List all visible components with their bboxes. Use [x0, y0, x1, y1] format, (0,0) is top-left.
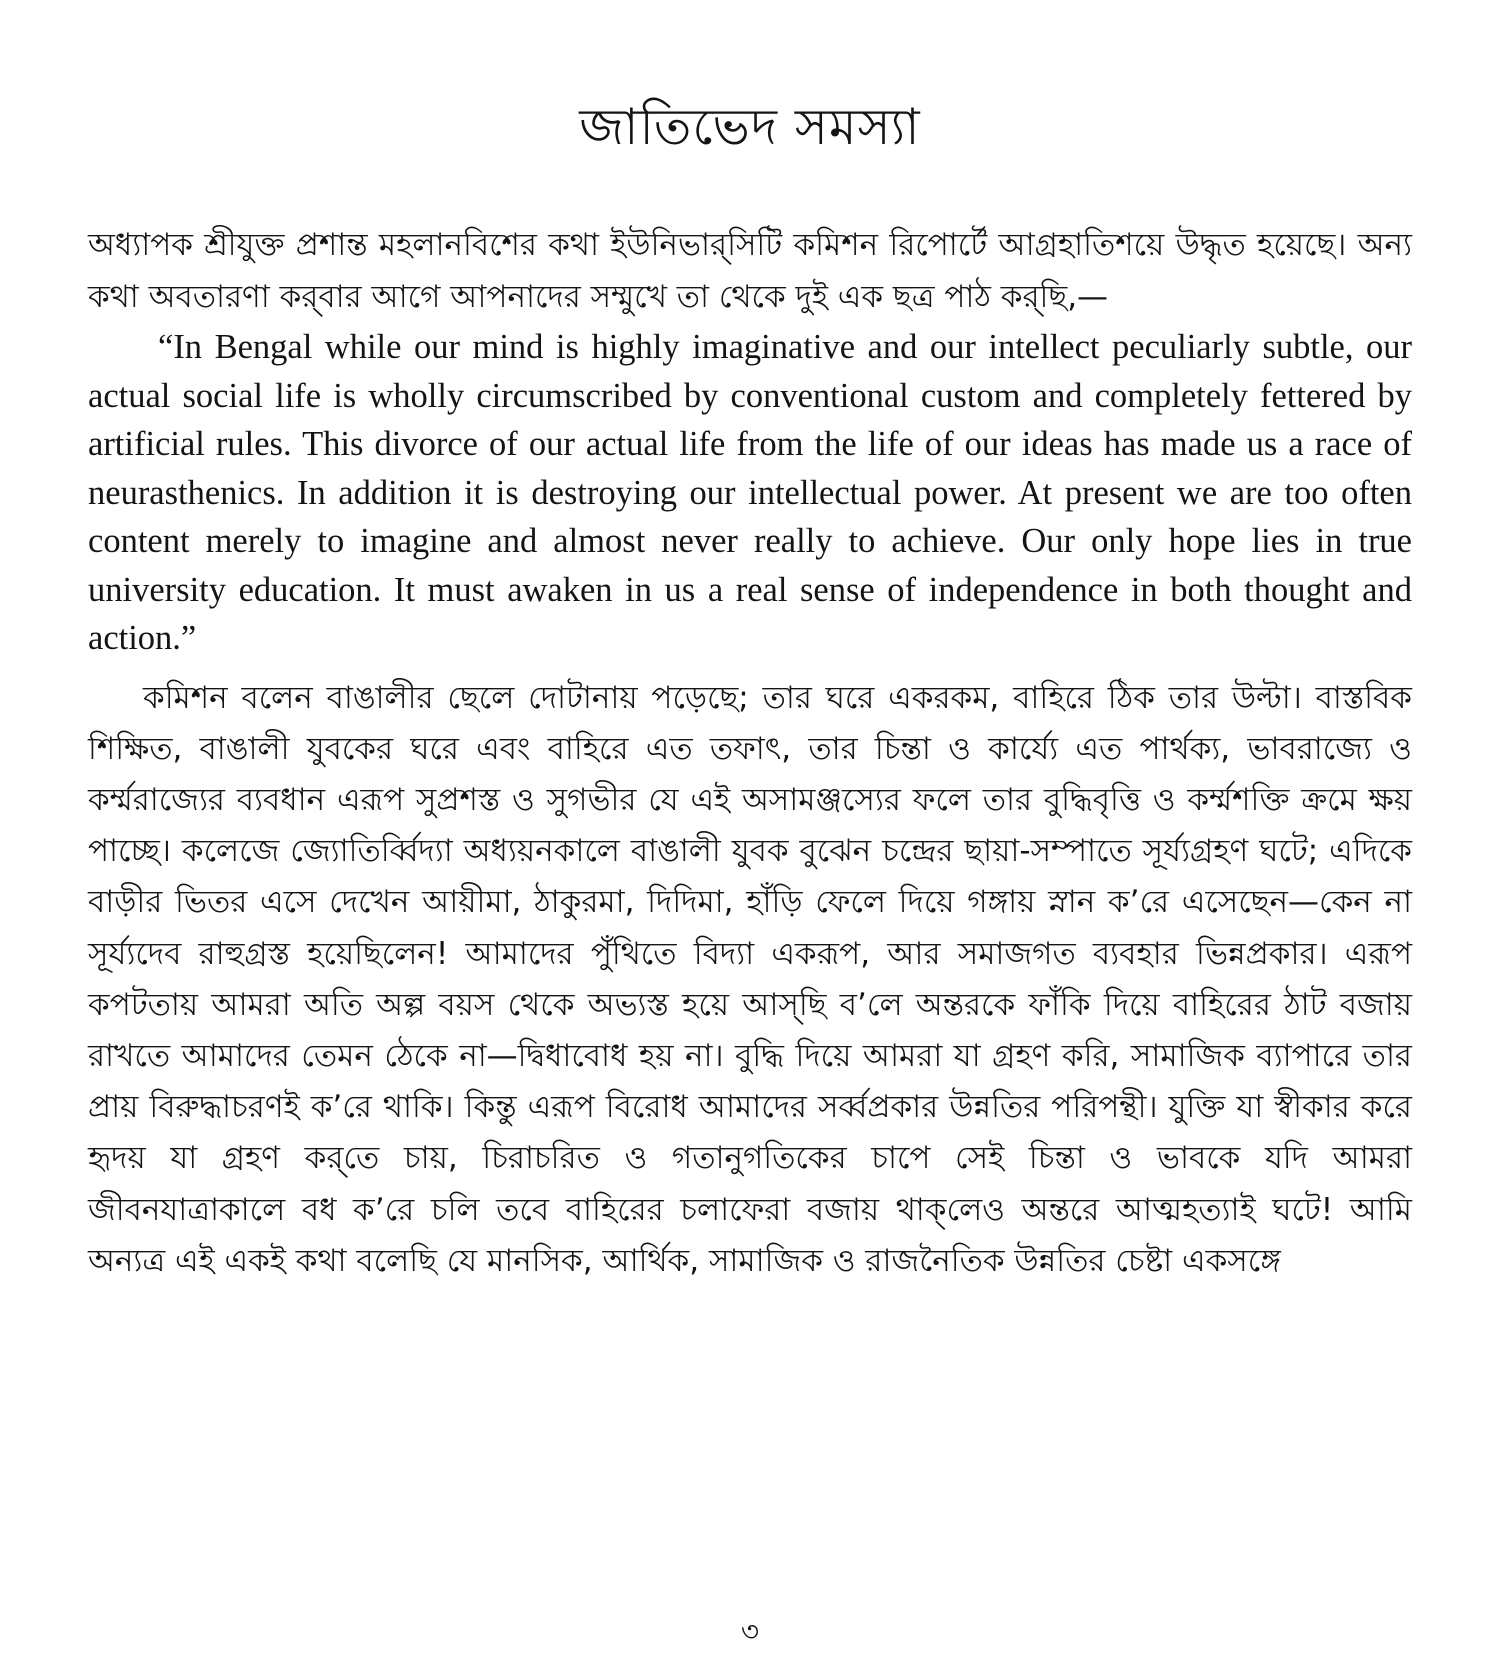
commission-paragraph: কমিশন বলেন বাঙালীর ছেলে দোটানায় পড়েছে; তার ঘরে একরকম, বাহিরে ঠিক তার উল্টা। বাস্তবিক শিক্ষিত, বাঙালী যুবকের ঘরে এবং বাহিরে এত তফাৎ, তার চিন্তা ও কার্য্যে এত পার্থক্য, ভাবরাজ্যে ও কর্ম্মরাজ্যের ব্যবধান এরূপ সুপ্রশস্ত ও সুগভীর যে এই অসামঞ্জস্যের ফলে তার বুদ্ধিবৃত্তি ও কর্ম্মশক্তি ক্রমে ক্ষয় পাচ্ছে। কলেজে জ্যোতির্ব্বিদ্যা অধ্যয়নকালে বাঙালী যুবক বুঝেন চন্দ্রের ছায়া-সম্পাতে সূর্য্যগ্রহণ ঘটে; এদিকে বাড়ীর ভিতর এসে দেখেন আয়ীমা, ঠাকুরমা, দিদিমা, হাঁড়ি ফেলে দিয়ে গঙ্গায় স্নান ক’রে এসেছেন—কেন না সূর্য্যদেব রাহুগ্রস্ত হয়েছিলেন! আমাদের পুঁথিতে বিদ্যা একরূপ, আর সমাজগত ব্যবহার ভিন্নপ্রকার। এরূপ কপটতায় আমরা অতি অল্প বয়স থেকে অভ্যস্ত হয়ে আস্‌ছি ব’লে অন্তরকে ফাঁকি দিয়ে বাহিরের ঠাট বজায় রাখতে আমাদের তেমন ঠেকে না—দ্বিধাবোধ হয় না। বুদ্ধি দিয়ে আমরা যা গ্রহণ করি, সামাজিক ব্যাপারে তার প্রায় বিরুদ্ধাচরণই ক’রে থাকি। কিন্তু এরূপ বিরোধ আমাদের সর্ব্বপ্রকার উন্নতির পরিপন্থী। যুক্তি যা স্বীকার করে হৃদয় যা গ্রহণ কর্‌তে চায়, চিরাচরিত ও গতানুগতিকের চাপে সেই চিন্তা ও ভাবকে যদি আমরা জীবনযাত্রাকালে বধ ক’রে চলি তবে বাহিরের চলাফেরা বজায় থাক্‌লেও অন্তরে আত্মহত্যাই ঘটে! আমি অন্যত্র এই একই কথা বলেছি যে মানসিক, আর্থিক, সামাজিক ও রাজনৈতিক উন্নতির চেষ্টা একসঙ্গে: [88, 679, 1412, 1279]
page-number: ৩: [740, 1615, 760, 1648]
page-title: জাতিভেদ সমস্যা: [579, 98, 921, 156]
quoted-passage: “In Bengal while our mind is highly imaginative and our intellect peculiarly subtle, our actual social life is wholly circumscribed by conventional custom and completely fettered by artificial rules. This divorce of our actual life from the life of our ideas has made us a race of neurasthenics. In addition it is destroying our intellectual power. At present we are too often content merely to imagine and almost never really to achieve. Our only hope lies in true university education. It must awaken in us a real sense of independence in both thought and action.”: [88, 328, 1412, 657]
intro-paragraph: অধ্যাপক শ্রীযুক্ত প্রশান্ত মহলানবিশের কথা ইউনিভার্‌সিটি কমিশন রিপোর্টে আগ্রহাতিশয়ে উদ্ধৃত হয়েছে। অন্য কথা অবতারণা কর্‌বার আগে আপনাদের সম্মুখে তা থেকে দুই এক ছত্র পাঠ কর্‌ছি,—: [88, 227, 1412, 315]
